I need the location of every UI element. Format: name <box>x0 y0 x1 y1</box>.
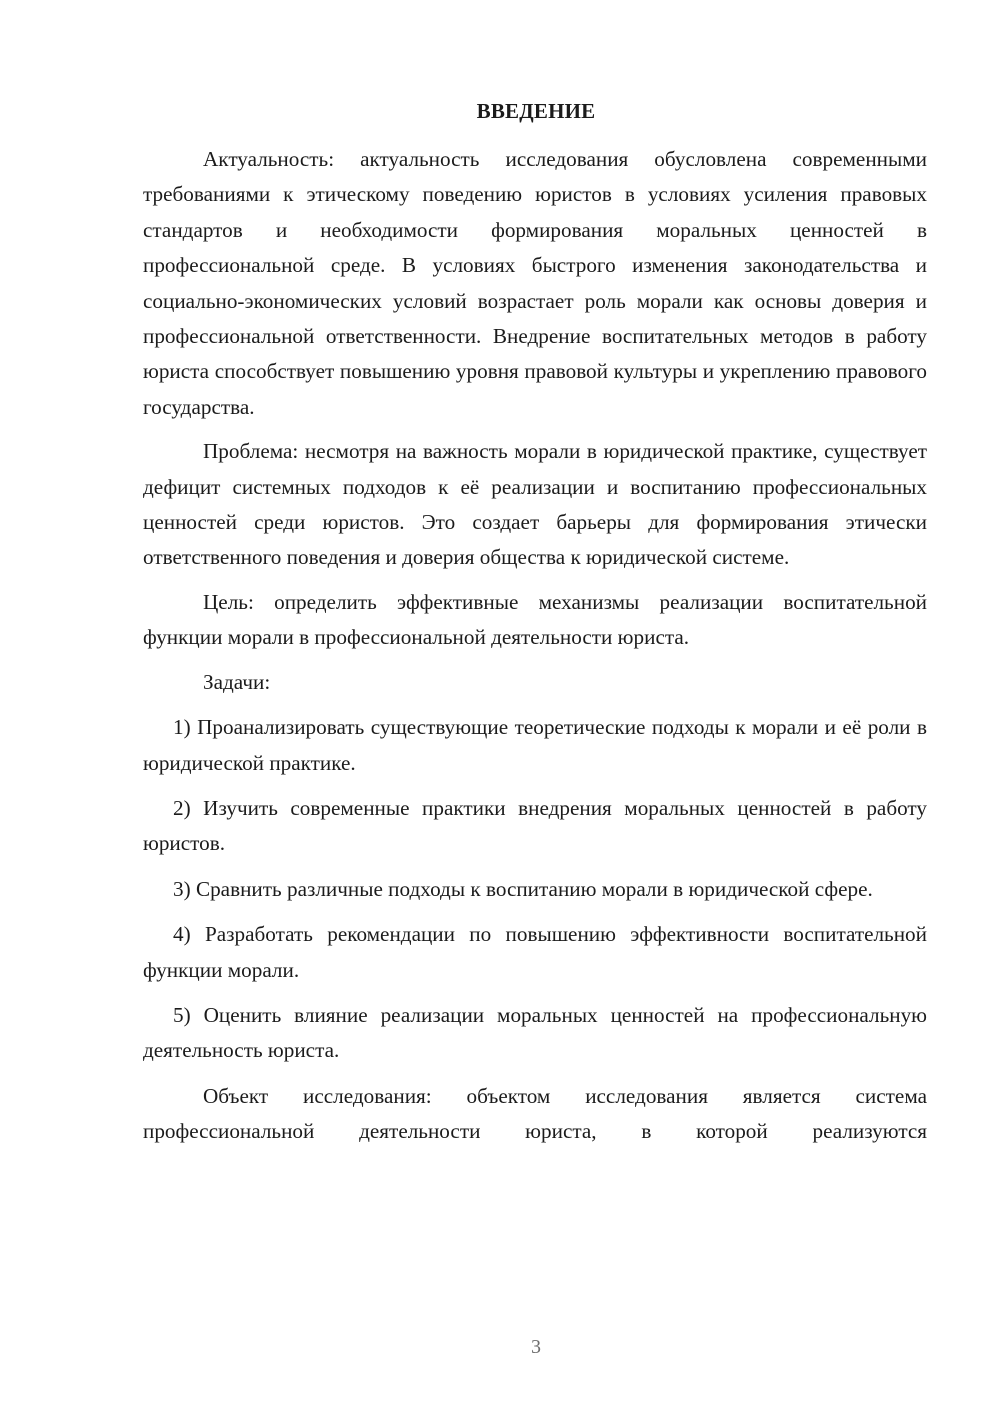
paragraph-problem: Проблема: несмотря на важность морали в юридической практике, существует дефицит системных подходов к её реализации и воспитанию профессиональных ценностей среди юристов. Это создает барьеры для формирования этически ответственного поведения и доверия общества к юридической системе. <box>143 439 927 570</box>
task-item-3: 3) Сравнить различные подходы к воспитанию морали в юридической сфере. <box>173 876 873 901</box>
task-item-5: 5) Оценить влияние реализации моральных ценностей на профессиональную деятельность юриста. <box>143 1002 927 1063</box>
page-number: 3 <box>531 1336 541 1358</box>
paragraph-relevance: Актуальность: актуальность исследования обусловлена современными требованиями к этическому поведению юристов в условиях усиления правовых стандартов и необходимости формирования моральных ценностей в профессиональной среде. В условиях быстрого изменения законодательства и социально-экономических условий возрастает роль морали как основы доверия и профессиональной ответственности. Внедрение воспитательных методов в работу юриста способствует повышению уровня правовой культуры и укреплению правового государства. <box>143 147 927 419</box>
paragraph-object: Объект исследования: объектом исследования является система профессиональной деятельности юриста, в которой реализуются <box>143 1083 927 1144</box>
task-item-1: 1) Проанализировать существующие теоретические подходы к морали и её роли в юридической практике. <box>143 715 927 775</box>
task-item-2: 2) Изучить современные практики внедрения моральных ценностей в работу юристов. <box>143 795 927 856</box>
paragraph-tasks-label: Задачи: <box>203 669 271 694</box>
task-item-4: 4) Разработать рекомендации по повышению эффективности воспитательной функции морали. <box>143 922 927 982</box>
body-text <box>143 142 927 1150</box>
paragraph-goal: Цель: определить эффективные механизмы реализации воспитательной функции морали в профессиональной деятельности юриста. <box>143 589 927 650</box>
section-heading: ВВЕДЕНИЕ <box>476 99 596 123</box>
